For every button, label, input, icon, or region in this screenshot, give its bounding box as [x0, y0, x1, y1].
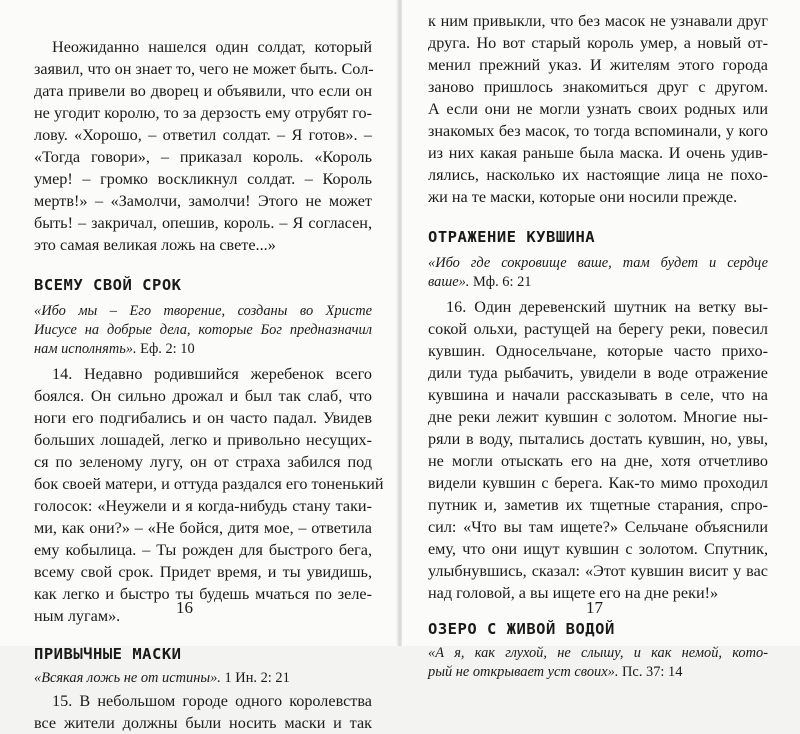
text-line: Неожиданно нашелся один солдат, который	[52, 38, 372, 56]
section-heading: ВСЕМУ СВОЙ СРОК	[34, 276, 182, 294]
text-line: А если они не могли узнать своих родных или	[428, 100, 768, 118]
scripture-reference: Еф. 2: 10	[136, 341, 195, 357]
text-line: больших лошадей, легко и привольно несущих-	[34, 431, 372, 449]
text-line: не угодит королю, то за дерзость ему отрубят го-	[34, 104, 372, 122]
text-line: мертв!» – «Замолчи, замолчи! Этого не может	[34, 192, 372, 210]
epigraph-line	[428, 273, 768, 292]
paragraph-soldier-story	[34, 36, 372, 256]
text-line: ряли в воду, пытались достать кувшин, но, увы,	[428, 430, 768, 448]
paragraph-masks-continued	[428, 10, 768, 208]
text-line: как легко и быстро ты будешь мчаться по зеле-	[34, 585, 372, 603]
text-line: лялись, насколько их настоящие лица не похо-	[428, 166, 768, 184]
text-line: 14. Недавно родившийся жеребенок всего	[52, 365, 372, 383]
text-line: сокой ольхи, растущей на берегу реки, повесил	[428, 320, 768, 338]
section-heading: ОЗЕРО С ЖИВОЙ ВОДОЙ	[428, 620, 615, 638]
text-line: «Тогда говори», – приказал король. «Король	[34, 148, 372, 166]
epigraph	[428, 644, 768, 682]
text-line: видели кувшин с берега. Как-то мимо проходил	[428, 474, 768, 492]
text-line: ся по зеленому лугу, он от страха забился под	[34, 453, 372, 471]
text-line: 16. Один деревенский шутник на ветку вы-	[446, 298, 768, 316]
text-line: ему, что они ищут кувшин с золотом. Спутник,	[428, 540, 768, 558]
text-line: улыбнувшись, сказал: «Этот кувшин висит у вас	[428, 562, 768, 580]
epigraph-line	[34, 321, 372, 340]
epigraph-quote: «Ибо мы – Его творение, созданы во Христе	[34, 303, 372, 319]
text-line: дили туда рыбачить, увидели в воде отражение	[428, 364, 768, 382]
text-line: голосок: «Неужели и я когда-нибудь стану таки-	[34, 497, 372, 515]
text-line: знакомых без масок, то тогда вспоминали, у кого	[428, 122, 768, 140]
page-number: 17	[586, 598, 603, 617]
text-line: заново пришлось знакомиться друг с другом.	[428, 78, 768, 96]
paragraph-16	[428, 296, 768, 604]
text-line: ему кобылица. – Ты рожден для быстрого бега,	[34, 541, 372, 559]
epigraph-quote: нам исполнять».	[34, 341, 137, 357]
epigraph-line	[34, 340, 372, 359]
epigraph-quote: «Ибо где сокровище ваше, там будет и сердце	[428, 255, 768, 271]
text-line: путник и, заметив их тщетные старания, спро-	[428, 496, 768, 514]
scripture-reference: Мф. 6: 21	[469, 274, 532, 290]
text-line: над головой, а вы ищете его на дне реки!»	[428, 584, 719, 602]
left-page	[0, 0, 398, 732]
right-page	[402, 0, 800, 680]
text-line: друга. Но вот старый король умер, а новый от-	[428, 34, 768, 52]
epigraph-quote: Иисусе на добрые дела, которые Бог предназначил	[34, 322, 372, 338]
epigraph-quote: «Всякая ложь не от истины».	[34, 670, 221, 686]
text-line: сил: «Что вы там ищете?» Сельчане объяснили	[428, 518, 768, 536]
text-line: ми, как они?» – «Не бойся, дитя мое, – ответила	[34, 519, 372, 537]
page-number: 16	[176, 598, 193, 617]
text-line: все жители должны были носить маски и так	[34, 714, 372, 732]
epigraph-quote: «А я, как глухой, не слышу, и как немой, кото-	[428, 645, 768, 661]
text-line: ным лугам».	[34, 607, 121, 625]
section-heading: ОТРАЖЕНИЕ КУВШИНА	[428, 228, 596, 246]
text-line: ноги его подгибались и он часто падал. Увидев	[34, 409, 372, 427]
text-line: боялся. Он сильно дрожал и был так слаб, что	[34, 387, 372, 405]
text-line: жи на те маски, которые они носили прежде.	[428, 188, 738, 206]
text-line: заявил, что он знает то, чего не может быть. Сол-	[34, 60, 374, 78]
text-line: к ним привыкли, что без масок не узнавали друг	[428, 12, 768, 30]
epigraph-line	[34, 302, 372, 321]
right-page-column	[428, 12, 768, 682]
text-line: из них какая раньше была маска. И очень удив-	[428, 144, 768, 162]
section-heading: ПРИВЫЧНЫЕ МАСКИ	[34, 645, 182, 663]
scripture-reference: Пс. 37: 14	[618, 664, 683, 680]
scripture-reference: 1 Ин. 2: 21	[220, 670, 290, 686]
text-line: бок своей матери, и оттуда раздался его тоненький	[34, 475, 384, 493]
text-line: менил прежний указ. И жителям этого города	[428, 56, 768, 74]
text-line: лову. «Хорошо, – ответил солдат. – Я готов». –	[34, 126, 372, 144]
text-line: кувшин. Односельчане, которые часто прихо-	[428, 342, 768, 360]
epigraph	[34, 302, 372, 359]
text-line: кувшина и начали рассказывать в селе, что на	[428, 386, 768, 404]
epigraph-line	[428, 254, 768, 273]
epigraph-quote: рый не открывает уст своих».	[428, 664, 619, 680]
text-line: это самая великая ложь на свете...»	[34, 236, 276, 254]
text-line: умер! – громко воскликнул солдат. – Король	[34, 170, 372, 188]
epigraph-line	[428, 644, 768, 663]
epigraph-quote: ваше».	[428, 274, 470, 290]
left-page-column	[34, 36, 384, 734]
text-line: всему свой срок. Придет время, и ты увидишь,	[34, 563, 372, 581]
text-line: быть! – закричал, опешив, король. – Я согласен,	[34, 214, 372, 232]
text-line: 15. В небольшом городе одного королевства	[52, 692, 372, 710]
paragraph-14	[34, 363, 384, 627]
text-line: дата привели во дворец и объявили, что если он	[34, 82, 372, 100]
epigraph	[428, 254, 768, 292]
epigraph-line	[34, 669, 372, 688]
paragraph-15	[34, 690, 372, 734]
epigraph-line	[428, 663, 768, 682]
text-line: дне реки лежит кувшин с золотом. Многие ны-	[428, 408, 768, 426]
epigraph	[34, 669, 372, 688]
text-line: не могли отыскать его на дне, хотя отчетливо	[428, 452, 768, 470]
